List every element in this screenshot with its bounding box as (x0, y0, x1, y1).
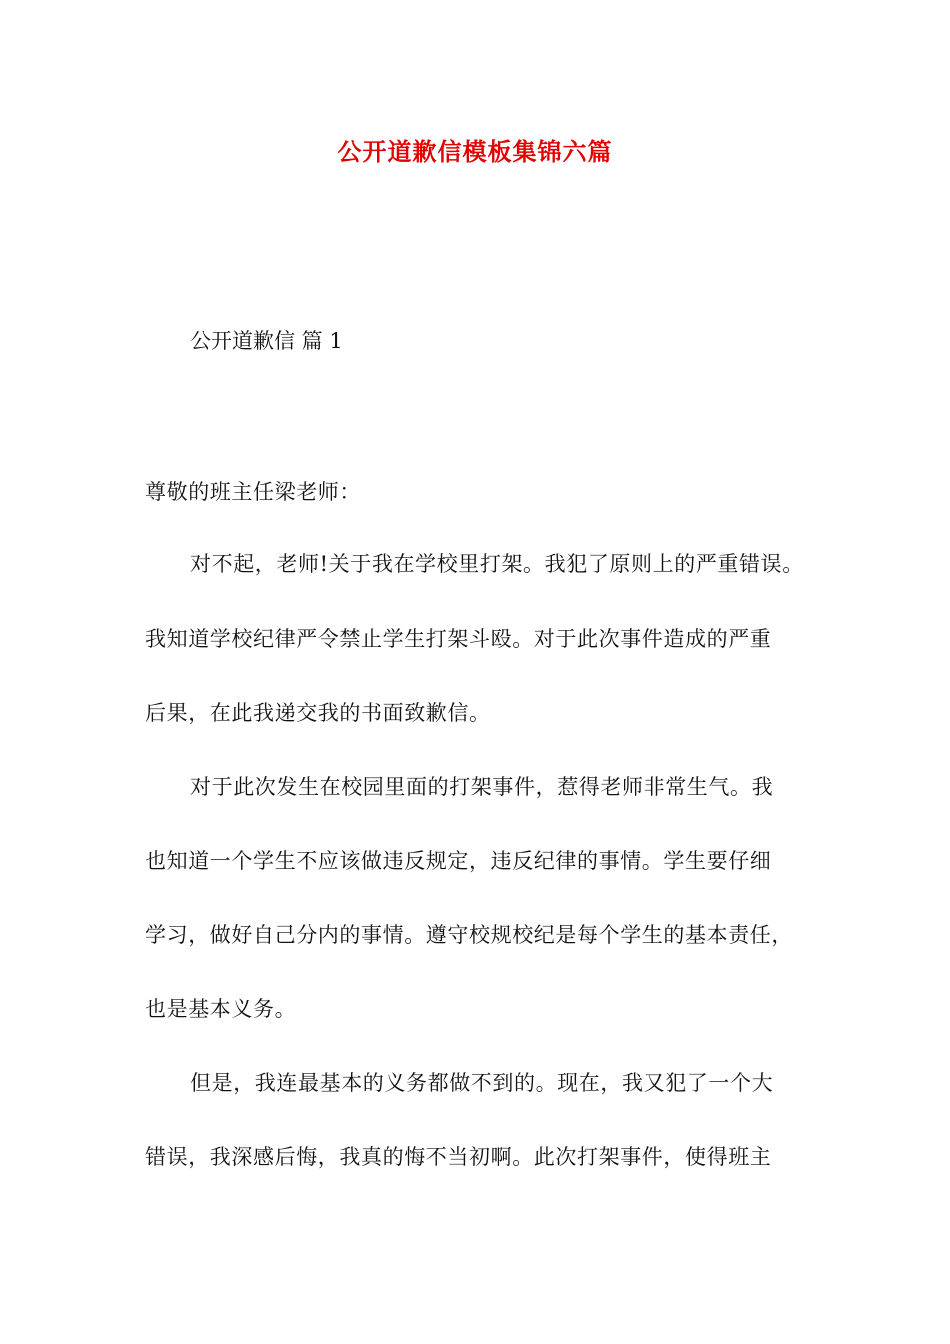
paragraph-line: 但是，我连最基本的义务都做不到的。现在，我又犯了一个大 (190, 1071, 774, 1095)
salutation: 尊敬的班主任梁老师： (145, 480, 361, 504)
paragraph-line: 对于此次发生在校园里面的打架事件，惹得老师非常生气。我 (190, 775, 774, 799)
paragraph-line: 学习，做好自己分内的事情。遵守校规校纪是每个学生的基本责任， (145, 923, 793, 947)
paragraph-line: 也知道一个学生不应该做违反规定，违反纪律的事情。学生要仔细 (145, 849, 772, 873)
paragraph-line: 我知道学校纪律严令禁止学生打架斗殴。对于此次事件造成的严重 (145, 627, 772, 651)
document-title: 公开道歉信模板集锦六篇 (337, 137, 613, 166)
section-heading: 公开道歉信 篇 1 (190, 329, 343, 353)
paragraph-line: 对不起，老师!关于我在学校里打架。我犯了原则上的严重错误。 (190, 552, 804, 576)
paragraph-line: 也是基本义务。 (145, 997, 297, 1021)
paragraph-line: 后果，在此我递交我的书面致歉信。 (145, 701, 491, 725)
paragraph-line: 错误，我深感后悔，我真的悔不当初啊。此次打架事件，使得班主 (145, 1145, 772, 1169)
